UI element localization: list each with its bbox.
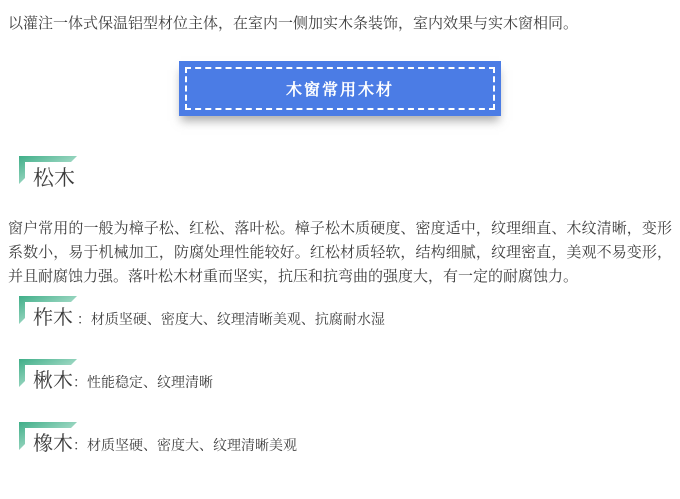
section-button-wrap [8, 61, 672, 116]
section-title-button-dashed-frame [185, 67, 495, 110]
section-title-button[interactable] [179, 61, 501, 116]
wood-item-qiumu [19, 359, 672, 396]
pine-section-body: 窗户常用的一般为樟子松、红松、落叶松。樟子松木质硬度、密度适中，纹理细直、木纹清晰，变形系数小，易于机械加工，防腐处理性能较好。红松材质轻软，结构细腻，纹理密直，美观不易变形，并且耐腐蚀力强。落叶松木材重而坚实，抗压和抗弯曲的强度大，有一定的耐腐蚀力。 [8, 220, 672, 285]
corner-decoration-icon [19, 422, 77, 450]
pine-section-heading [19, 156, 672, 195]
section-title-button-label: 木窗常用木材 [285, 82, 394, 99]
pine-section-title: 松木 [33, 167, 75, 190]
corner-decoration-icon [19, 156, 77, 184]
wood-item-name: 橡木 [33, 433, 73, 455]
wood-item-description: ：材质坚硬、密度大、纹理清晰美观 [73, 437, 297, 453]
wood-item-description: ：性能稳定、纹理清晰 [73, 374, 213, 390]
wood-item-description: ：材质坚硬、密度大、纹理清晰美观、抗腐耐水湿 [73, 311, 385, 327]
corner-decoration-icon [19, 296, 77, 324]
intro-paragraph: 以灌注一体式保温铝型材位主体，在室内一侧加实木条装饰，室内效果与实木窗相同。 [8, 15, 579, 32]
wood-item-name: 柞木 [33, 307, 73, 329]
wood-item-name: 楸木 [33, 370, 73, 392]
wood-item-zuomu [19, 296, 672, 333]
wood-item-xiangmu [19, 422, 672, 459]
corner-decoration-icon [19, 359, 77, 387]
